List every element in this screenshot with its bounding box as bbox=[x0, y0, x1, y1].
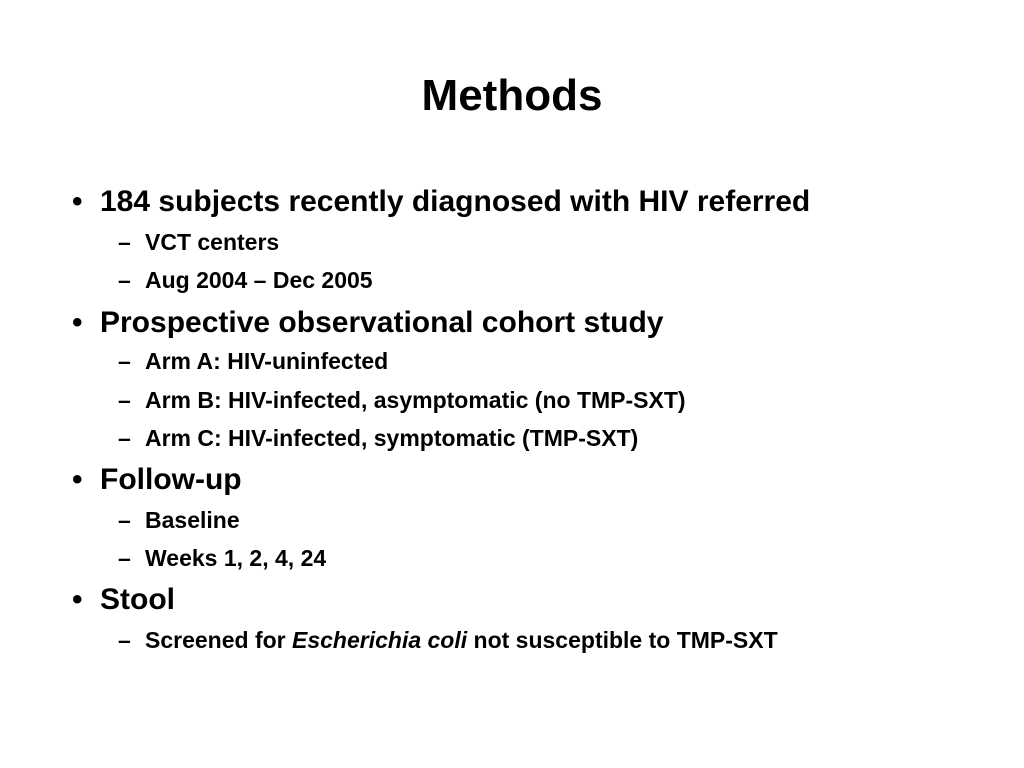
screened-prefix: Screened for bbox=[145, 627, 292, 653]
bullet-text: Stool bbox=[100, 583, 175, 616]
slide-title: Methods bbox=[421, 71, 603, 120]
organism-name: Escherichia coli bbox=[292, 627, 468, 653]
bullet-text: 184 subjects recently diagnosed with HIV referred bbox=[100, 185, 811, 218]
dash-glyph: – bbox=[118, 627, 131, 653]
bullet-text: Follow-up bbox=[100, 463, 242, 496]
dash-glyph: – bbox=[118, 545, 131, 571]
dash-glyph: – bbox=[118, 229, 131, 255]
sub-item-text: Arm C: HIV-infected, symptomatic (TMP-SXT) bbox=[145, 425, 639, 451]
sub-item-text: VCT centers bbox=[145, 229, 280, 255]
sub-item-text: Aug 2004 – Dec 2005 bbox=[145, 267, 373, 293]
bullet-glyph: • bbox=[72, 185, 83, 218]
bullet-glyph: • bbox=[72, 583, 83, 616]
dash-glyph: – bbox=[118, 507, 131, 533]
dash-glyph: – bbox=[118, 348, 131, 374]
sub-item-text: Arm A: HIV-uninfected bbox=[145, 348, 389, 374]
dash-glyph: – bbox=[118, 387, 131, 413]
sub-item-text bbox=[145, 625, 778, 655]
bullet-text: Prospective observational cohort study bbox=[100, 306, 664, 339]
sub-item-text: Arm B: HIV-infected, asymptomatic (no TMP-SXT) bbox=[145, 387, 686, 413]
bullet-glyph: • bbox=[72, 306, 83, 339]
dash-glyph: – bbox=[118, 267, 131, 293]
screened-suffix: not susceptible to TMP-SXT bbox=[467, 627, 778, 653]
sub-item-text: Weeks 1, 2, 4, 24 bbox=[145, 545, 327, 571]
dash-glyph: – bbox=[118, 425, 131, 451]
sub-item-text: Baseline bbox=[145, 507, 240, 533]
bullet-glyph: • bbox=[72, 463, 83, 496]
